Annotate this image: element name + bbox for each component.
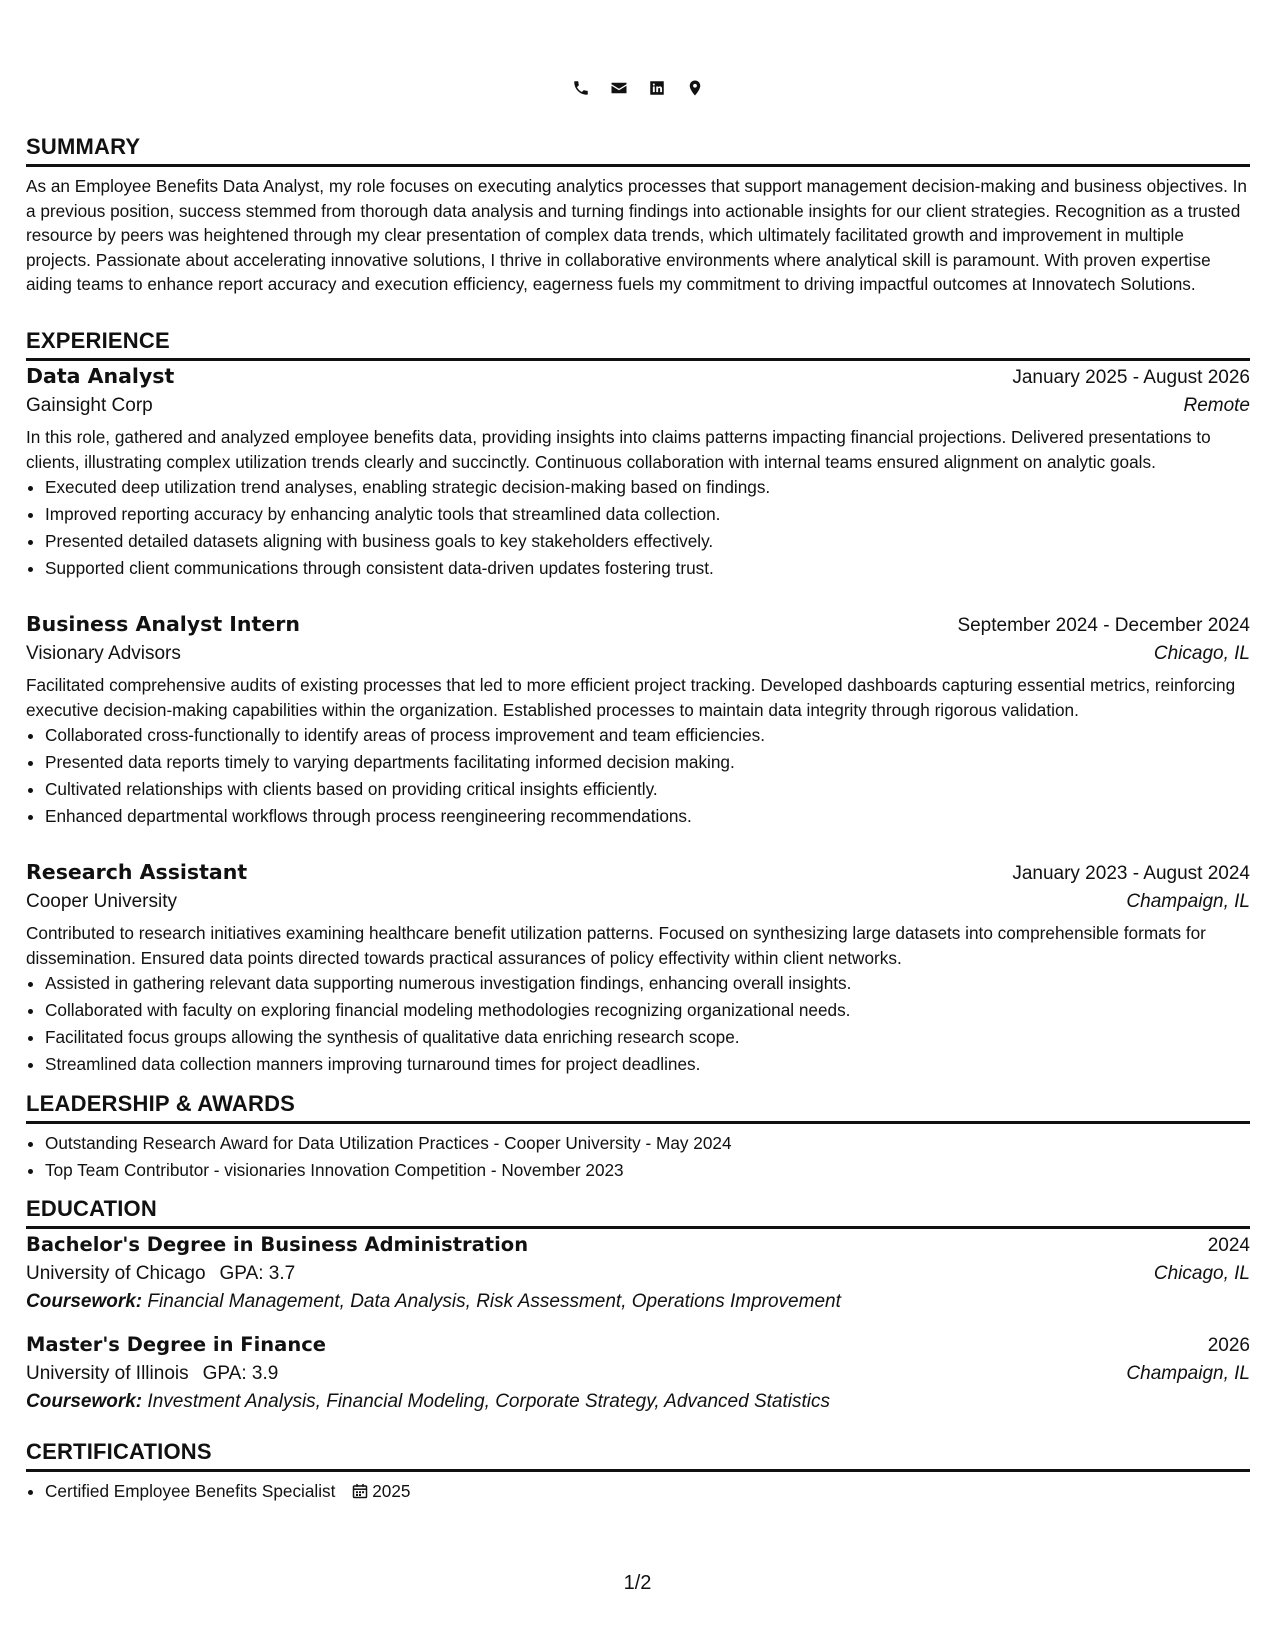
section-title-leadership: LEADERSHIP & AWARDS — [26, 1091, 1250, 1124]
certifications-list — [26, 1478, 1250, 1505]
job-title: Business Analyst Intern — [26, 612, 300, 636]
education-entry — [26, 1233, 1250, 1313]
job-description: Facilitated comprehensive audits of existing processes that led to more efficient project tracking. Developed dashboards capturing essential metrics, reinforcing executive decision-making capabilities within the organization. Established processes to maintain data integrity through rigorous validation. — [26, 675, 1236, 720]
job-title: Research Assistant — [26, 860, 248, 884]
coursework-list: Investment Analysis, Financial Modeling, Corporate Strategy, Advanced Statistics — [147, 1391, 830, 1412]
section-title-education: EDUCATION — [26, 1196, 1250, 1229]
list-item: • Top Team Contributor - visionaries Innovation Competition - November 2023 — [45, 1157, 1250, 1184]
school-name: University of Chicago — [26, 1263, 206, 1284]
map-marker-icon[interactable] — [685, 78, 705, 98]
list-item — [45, 1478, 1250, 1505]
job-dates: September 2024 - December 2024 — [957, 615, 1250, 636]
coursework — [26, 1291, 1250, 1313]
linkedin-icon[interactable] — [647, 78, 667, 98]
company-name: Cooper University — [26, 891, 177, 912]
summary-section — [26, 134, 1250, 297]
company-name: Gainsight Corp — [26, 395, 153, 416]
education-entry — [26, 1333, 1250, 1413]
experience-entry — [26, 612, 1250, 830]
section-title-experience: EXPERIENCE — [26, 328, 1250, 361]
gpa: GPA: 3.7 — [219, 1263, 296, 1284]
company-name: Visionary Advisors — [26, 643, 181, 664]
job-bullets — [26, 970, 1250, 1078]
coursework — [26, 1391, 1250, 1413]
school-name: University of Illinois — [26, 1363, 189, 1384]
awards-list — [26, 1130, 1250, 1184]
job-location: Remote — [1183, 395, 1250, 416]
leadership-section — [26, 1091, 1250, 1184]
section-title-certifications: CERTIFICATIONS — [26, 1439, 1250, 1472]
experience-section — [26, 328, 1250, 361]
education-section — [26, 1196, 1250, 1229]
envelope-icon[interactable] — [609, 78, 629, 98]
list-item: • Presented detailed datasets aligning with business goals to key stakeholders effectively. — [45, 528, 1250, 555]
coursework-label: Coursework: — [26, 1291, 143, 1312]
coursework-label: Coursework: — [26, 1391, 143, 1412]
coursework-list: Financial Management, Data Analysis, Risk Assessment, Operations Improvement — [147, 1291, 841, 1312]
job-bullets — [26, 722, 1250, 830]
degree-year: 2026 — [1207, 1335, 1250, 1356]
degree-year: 2024 — [1207, 1235, 1250, 1256]
job-dates: January 2025 - August 2026 — [1012, 367, 1250, 388]
experience-entry — [26, 860, 1250, 1078]
job-description: Contributed to research initiatives examining healthcare benefit utilization patterns. Focused on synthesizing large datasets into comprehensible formats for dissemination. Ensured data points directed towards practical assurances of policy effectivity within client networks. — [26, 923, 1206, 968]
list-item: • Cultivated relationships with clients based on providing critical insights efficiently. — [45, 776, 1250, 803]
school-location: Champaign, IL — [1126, 1363, 1250, 1384]
list-item: • Collaborated with faculty on exploring financial modeling methodologies recognizing organizational needs. — [45, 997, 1250, 1024]
list-item: • Streamlined data collection manners improving turnaround times for project deadlines. — [45, 1051, 1250, 1078]
job-title: Data Analyst — [26, 364, 175, 388]
certifications-section — [26, 1439, 1250, 1505]
list-item: • Collaborated cross-functionally to identify areas of process improvement and team efficiencies. — [45, 722, 1250, 749]
certification-name: Certified Employee Benefits Specialist — [45, 1481, 336, 1501]
contact-bar — [26, 78, 1250, 98]
degree-title: Bachelor's Degree in Business Administration — [26, 1233, 529, 1256]
calendar-icon — [352, 1483, 368, 1499]
list-item: • Facilitated focus groups allowing the synthesis of qualitative data enriching research scope. — [45, 1024, 1250, 1051]
list-item: • Presented data reports timely to varying departments facilitating informed decision making. — [45, 749, 1250, 776]
phone-icon[interactable] — [571, 78, 591, 98]
list-item: • Executed deep utilization trend analyses, enabling strategic decision-making based on findings. — [45, 474, 1250, 501]
certification-year: 2025 — [372, 1481, 411, 1501]
page-number: 1/2 — [623, 1572, 652, 1594]
section-title-summary: SUMMARY — [26, 134, 1250, 167]
job-location: Champaign, IL — [1126, 891, 1250, 912]
experience-entry — [26, 364, 1250, 582]
job-location: Chicago, IL — [1153, 643, 1250, 664]
list-item: • Supported client communications through consistent data-driven updates fostering trust. — [45, 555, 1250, 582]
list-item: • Enhanced departmental workflows through process reengineering recommendations. — [45, 803, 1250, 830]
gpa: GPA: 3.9 — [202, 1363, 279, 1384]
job-dates: January 2023 - August 2024 — [1012, 863, 1250, 884]
list-item: • Improved reporting accuracy by enhancing analytic tools that streamlined data collection. — [45, 501, 1250, 528]
list-item: • Outstanding Research Award for Data Utilization Practices - Cooper University - May 2024 — [45, 1130, 1250, 1157]
summary-text: As an Employee Benefits Data Analyst, my role focuses on executing analytics processes that support management decision-making and business objectives. In a previous position, success stemmed from thorough data analysis and turning findings into actionable insights for our client strategies. Recognition as a trusted resource by peers was heightened through my clear presentation of complex data trends, which ultimately facilitated growth and improvement in multiple projects. Passionate about accelerating innovative solutions, I thrive in collaborative environments where analytical skill is paramount. With proven expertise aiding teams to enhance report accuracy and execution efficiency, eagerness fuels my commitment to driving impactful outcomes at Innovatech Solutions. — [26, 176, 1247, 295]
job-bullets — [26, 474, 1250, 582]
job-description: In this role, gathered and analyzed employee benefits data, providing insights into claims patterns impacting financial projections. Delivered presentations to clients, illustrating complex utilization trends clearly and succinctly. Continuous collaboration with internal teams ensured alignment on analytic goals. — [26, 427, 1211, 472]
school-location: Chicago, IL — [1153, 1263, 1250, 1284]
list-item: • Assisted in gathering relevant data supporting numerous investigation findings, enhancing overall insights. — [45, 970, 1250, 997]
degree-title: Master's Degree in Finance — [26, 1333, 326, 1356]
